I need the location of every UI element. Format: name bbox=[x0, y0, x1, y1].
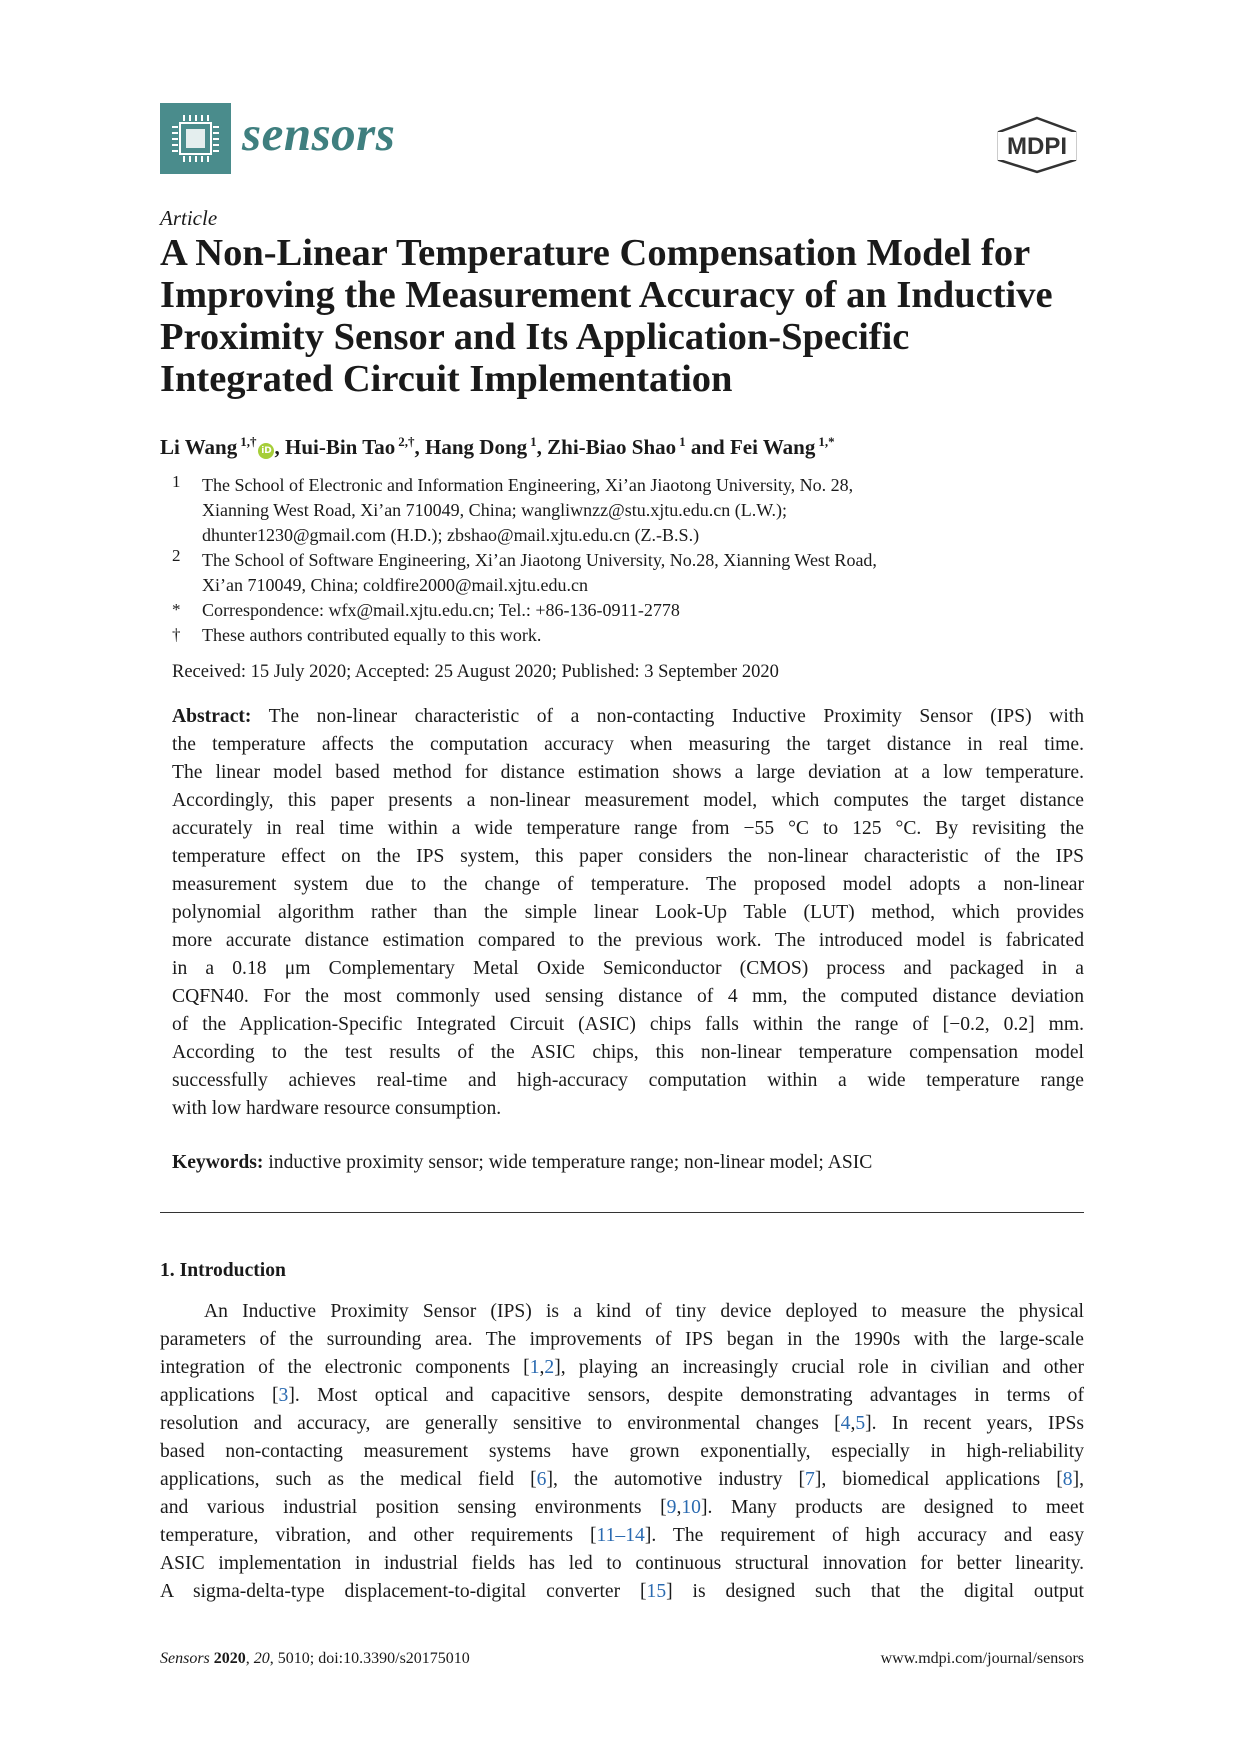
abstract-line: CQFN40. For the most commonly used sensing distance of 4 mm, the computed distance deviation bbox=[172, 986, 1084, 1007]
introduction-text: ASIC implementation in industrial fields has led to continuous structural innovation for better linearity. bbox=[160, 1553, 1084, 1574]
affiliation-line: The School of Electronic and Information Engineering, Xi’an Jiaotong University, No. 28, bbox=[202, 475, 854, 495]
citation-link[interactable]: 2 bbox=[544, 1357, 555, 1378]
citation-link[interactable]: 9 bbox=[666, 1497, 677, 1518]
introduction-text: integration of the electronic components [ bbox=[160, 1357, 530, 1378]
introduction-line bbox=[160, 1522, 1084, 1550]
introduction-line bbox=[160, 1494, 1084, 1522]
citation-link[interactable]: 15 bbox=[646, 1581, 667, 1602]
footer-year: 2020 bbox=[213, 1650, 246, 1667]
introduction-text: , bbox=[539, 1357, 545, 1378]
equal-contribution-line: These authors contributed equally to this work. bbox=[202, 625, 542, 645]
citation-link[interactable]: 4 bbox=[840, 1413, 851, 1434]
citation-link[interactable]: 8 bbox=[1062, 1469, 1073, 1490]
introduction-text: ], playing an increasingly crucial role in civilian and other bbox=[554, 1357, 1084, 1378]
author-name: Fei Wang bbox=[729, 435, 816, 459]
author-name: Hui-Bin Tao bbox=[284, 435, 396, 459]
title-line: Improving the Measurement Accuracy of an Inductive bbox=[160, 274, 1053, 316]
footer-journal: Sensors bbox=[160, 1650, 210, 1667]
abstract-line bbox=[172, 703, 1084, 731]
introduction-text: An Inductive Proximity Sensor (IPS) is a kind of tiny device deployed to measure the physical bbox=[204, 1301, 1084, 1322]
affiliation-mark: 1 bbox=[172, 472, 181, 491]
introduction-text: based non-contacting measurement systems have grown exponentially, especially in high-reliability bbox=[160, 1441, 1084, 1462]
author-name: Zhi-Biao Shao bbox=[547, 435, 677, 459]
title-line: Integrated Circuit Implementation bbox=[160, 358, 733, 400]
abstract-label: Abstract: bbox=[172, 706, 252, 727]
abstract-line: more accurate distance estimation compared to the previous work. The introduced model is fabricated bbox=[172, 930, 1084, 951]
introduction-text: ]. Many products are designed to meet bbox=[700, 1497, 1085, 1518]
title-line: A Non-Linear Temperature Compensation Model for bbox=[160, 232, 1031, 274]
introduction-text: ], biomedical applications [ bbox=[814, 1469, 1063, 1490]
article-type: Article bbox=[160, 206, 218, 230]
introduction-line bbox=[160, 1326, 1084, 1354]
publication-dates: Received: 15 July 2020; Accepted: 25 August 2020; Published: 3 September 2020 bbox=[172, 662, 779, 682]
correspondence-mark: * bbox=[172, 600, 181, 619]
affiliation-mark: 2 bbox=[172, 546, 181, 565]
introduction-text: ]. The requirement of high accuracy and easy bbox=[644, 1525, 1084, 1546]
abstract-line: temperature effect on the IPS system, this paper considers the non-linear characteristic of the IPS bbox=[172, 846, 1084, 867]
citation-link[interactable]: 6 bbox=[536, 1469, 547, 1490]
author-list: Li Wang $^{1,\dagger}$iD , Hui-Bin Tao $^{2,\dagger}$, Hang Dong $^1$, Zhi-Biao Shao $^1$ and Fei Wang $^{1,*}$ bbox=[160, 434, 835, 459]
journal-logo-icon bbox=[160, 103, 231, 174]
introduction-text: ]. In recent years, IPSs bbox=[865, 1413, 1084, 1434]
affiliation-line: Xianning West Road, Xi’an 710049, China; wangliwnzz@stu.xjtu.edu.cn (L.W.); bbox=[202, 500, 788, 520]
author-affiliation-mark: 1 bbox=[530, 434, 537, 449]
keywords-line bbox=[172, 1149, 1084, 1177]
orcid-icon[interactable]: iD bbox=[258, 443, 274, 459]
abstract-line: measurement system due to the change of temperature. The proposed model adopts a non-linear bbox=[172, 874, 1084, 895]
abstract-line: in a 0.18 μm Complementary Metal Oxide Semiconductor (CMOS) process and packaged in a bbox=[172, 958, 1084, 979]
publisher-logo bbox=[992, 116, 1082, 174]
introduction-text: ], bbox=[1072, 1469, 1084, 1490]
footer-doi: , 5010; doi:10.3390/s20175010 bbox=[269, 1650, 470, 1667]
footer-citation: Sensors 2020, 20, 5010; doi:10.3390/s20175010 bbox=[160, 1650, 470, 1667]
introduction-text: ]. Most optical and capacitive sensors, despite demonstrating advantages in terms of bbox=[288, 1385, 1084, 1406]
affiliation-line: dhunter1230@gmail.com (H.D.); zbshao@mail.xjtu.edu.cn (Z.-B.S.) bbox=[202, 525, 700, 545]
introduction-line bbox=[160, 1578, 1084, 1606]
introduction-text: resolution and accuracy, are generally sensitive to environmental changes [ bbox=[160, 1413, 841, 1434]
citation-link[interactable]: 11–14 bbox=[596, 1525, 645, 1546]
keywords-text: inductive proximity sensor; wide temperature range; non-linear model; ASIC bbox=[268, 1152, 873, 1173]
citation-link[interactable]: 10 bbox=[681, 1497, 701, 1518]
abstract-line: According to the test results of the ASIC chips, this non-linear temperature compensation model bbox=[172, 1042, 1084, 1063]
author-affiliation-mark: 1,* bbox=[818, 434, 835, 449]
citation-link[interactable]: 3 bbox=[278, 1385, 289, 1406]
author-affiliation-mark: 1,† bbox=[240, 434, 257, 449]
title-line: Proximity Sensor and Its Application-Specific bbox=[160, 316, 910, 358]
introduction-text: ], the automotive industry [ bbox=[546, 1469, 806, 1490]
footer-url[interactable]: www.mdpi.com/journal/sensors bbox=[880, 1650, 1084, 1667]
author-name: Hang Dong bbox=[425, 435, 528, 459]
keywords-label: Keywords: bbox=[172, 1152, 264, 1173]
author-affiliation-mark: 2,† bbox=[398, 434, 415, 449]
introduction-line bbox=[160, 1438, 1084, 1466]
introduction-line bbox=[160, 1382, 1084, 1410]
introduction-line bbox=[160, 1410, 1084, 1438]
introduction-text: applications, such as the medical field [ bbox=[160, 1469, 537, 1490]
introduction-line bbox=[160, 1298, 1084, 1326]
publisher-logo-text: MDPI bbox=[1007, 133, 1067, 160]
citation-link[interactable]: 5 bbox=[855, 1413, 866, 1434]
introduction-text: , bbox=[850, 1413, 856, 1434]
journal-name: sensors bbox=[242, 106, 396, 161]
introduction-text: and various industrial position sensing environments [ bbox=[160, 1497, 667, 1518]
abstract-line: of the Application-Specific Integrated Circuit (ASIC) chips falls within the range of [−0.2, 0.2] mm. bbox=[172, 1014, 1084, 1035]
authors-connector: and bbox=[690, 435, 725, 459]
introduction-text: ] is designed such that the digital output bbox=[666, 1581, 1084, 1602]
introduction-text: parameters of the surrounding area. The improvements of IPS began in the 1990s with the large-scale bbox=[160, 1329, 1084, 1350]
correspondence-line: Correspondence: wfx@mail.xjtu.edu.cn; Tel.: +86-136-0911-2778 bbox=[202, 600, 680, 620]
introduction-text: , bbox=[676, 1497, 682, 1518]
affiliation-line: Xi’an 710049, China; coldfire2000@mail.xjtu.edu.cn bbox=[202, 575, 588, 595]
abstract-line: Accordingly, this paper presents a non-linear measurement model, which computes the target distance bbox=[172, 790, 1084, 811]
introduction-line bbox=[160, 1550, 1084, 1578]
abstract-line: The linear model based method for distance estimation shows a large deviation at a low temperature. bbox=[172, 762, 1084, 783]
introduction-text: A sigma-delta-type displacement-to-digital converter [ bbox=[160, 1581, 647, 1602]
abstract-text: The non-linear characteristic of a non-contacting Inductive Proximity Sensor (IPS) with bbox=[268, 706, 1084, 727]
introduction-line bbox=[160, 1466, 1084, 1494]
abstract-line: the temperature affects the computation accuracy when measuring the target distance in real time. bbox=[172, 734, 1084, 755]
paper-title bbox=[160, 232, 1100, 400]
footer-volume: 20 bbox=[253, 1650, 270, 1667]
section-divider bbox=[160, 1212, 1084, 1213]
introduction-text: temperature, vibration, and other requirements [ bbox=[160, 1525, 597, 1546]
equal-contribution-mark: † bbox=[172, 625, 181, 644]
abstract-line: polynomial algorithm rather than the simple linear Look-Up Table (LUT) method, which provides bbox=[172, 902, 1084, 923]
introduction-text: applications [ bbox=[160, 1385, 279, 1406]
abstract-line: successfully achieves real-time and high-accuracy computation within a wide temperature range bbox=[172, 1070, 1084, 1091]
abstract-line: with low hardware resource consumption. bbox=[172, 1098, 502, 1119]
introduction-line bbox=[160, 1354, 1084, 1382]
abstract-line: accurately in real time within a wide temperature range from −55 °C to 125 °C. By revisiting the bbox=[172, 818, 1084, 839]
affiliation-line: The School of Software Engineering, Xi’an Jiaotong University, No.28, Xianning West Road, bbox=[202, 550, 877, 570]
section-heading: 1. Introduction bbox=[160, 1260, 286, 1281]
citation-link[interactable]: 7 bbox=[805, 1469, 815, 1490]
author-affiliation-mark: 1 bbox=[679, 434, 686, 449]
citation-link[interactable]: 1 bbox=[529, 1357, 540, 1378]
author-name: Li Wang bbox=[160, 435, 238, 459]
